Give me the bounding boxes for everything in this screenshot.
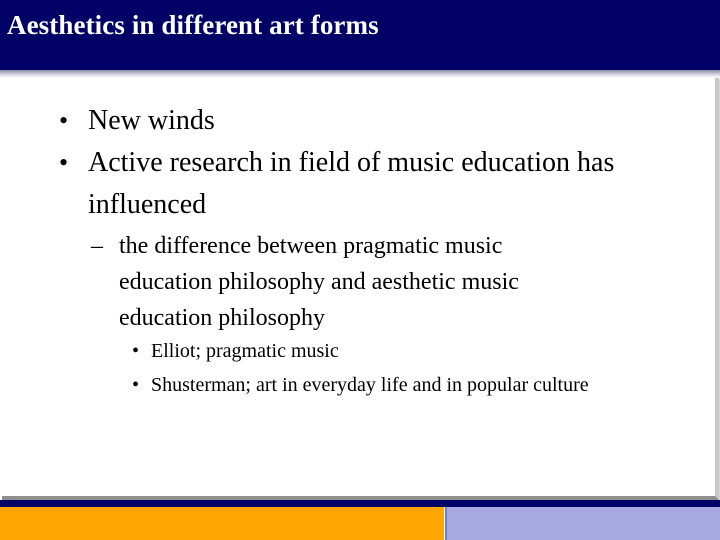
sub-sub-bullet-item (132, 336, 692, 366)
footer-bar-right (445, 507, 720, 540)
sub-sub-bullet-text: Shusterman; art in everyday life and in popular culture (151, 374, 589, 396)
bullet-marker: • (59, 106, 69, 135)
footer-bar-left (0, 507, 444, 540)
sub-bullet-item (91, 228, 611, 336)
sub-sub-bullet-marker: • (132, 374, 140, 396)
bullet-text: New winds (88, 105, 215, 136)
sub-sub-bullet-text: Elliot; pragmatic music (151, 340, 339, 362)
slide-title: Aesthetics in different art forms (7, 10, 379, 40)
bullet-item (59, 142, 679, 226)
title-bar (0, 0, 720, 70)
title-shadow (0, 70, 720, 78)
bullet-item (59, 100, 679, 142)
sub-bullet-text: the difference between pragmatic music education philosophy and aesthetic music education philosophy (119, 233, 519, 331)
sub-sub-bullet-marker: • (132, 340, 140, 362)
bullet-text: Active research in field of music education has influenced (88, 147, 615, 220)
bullet-marker: • (59, 148, 69, 177)
sub-sub-bullet-item (132, 370, 692, 400)
footer-line (0, 500, 720, 507)
sub-bullet-marker: – (91, 233, 103, 259)
